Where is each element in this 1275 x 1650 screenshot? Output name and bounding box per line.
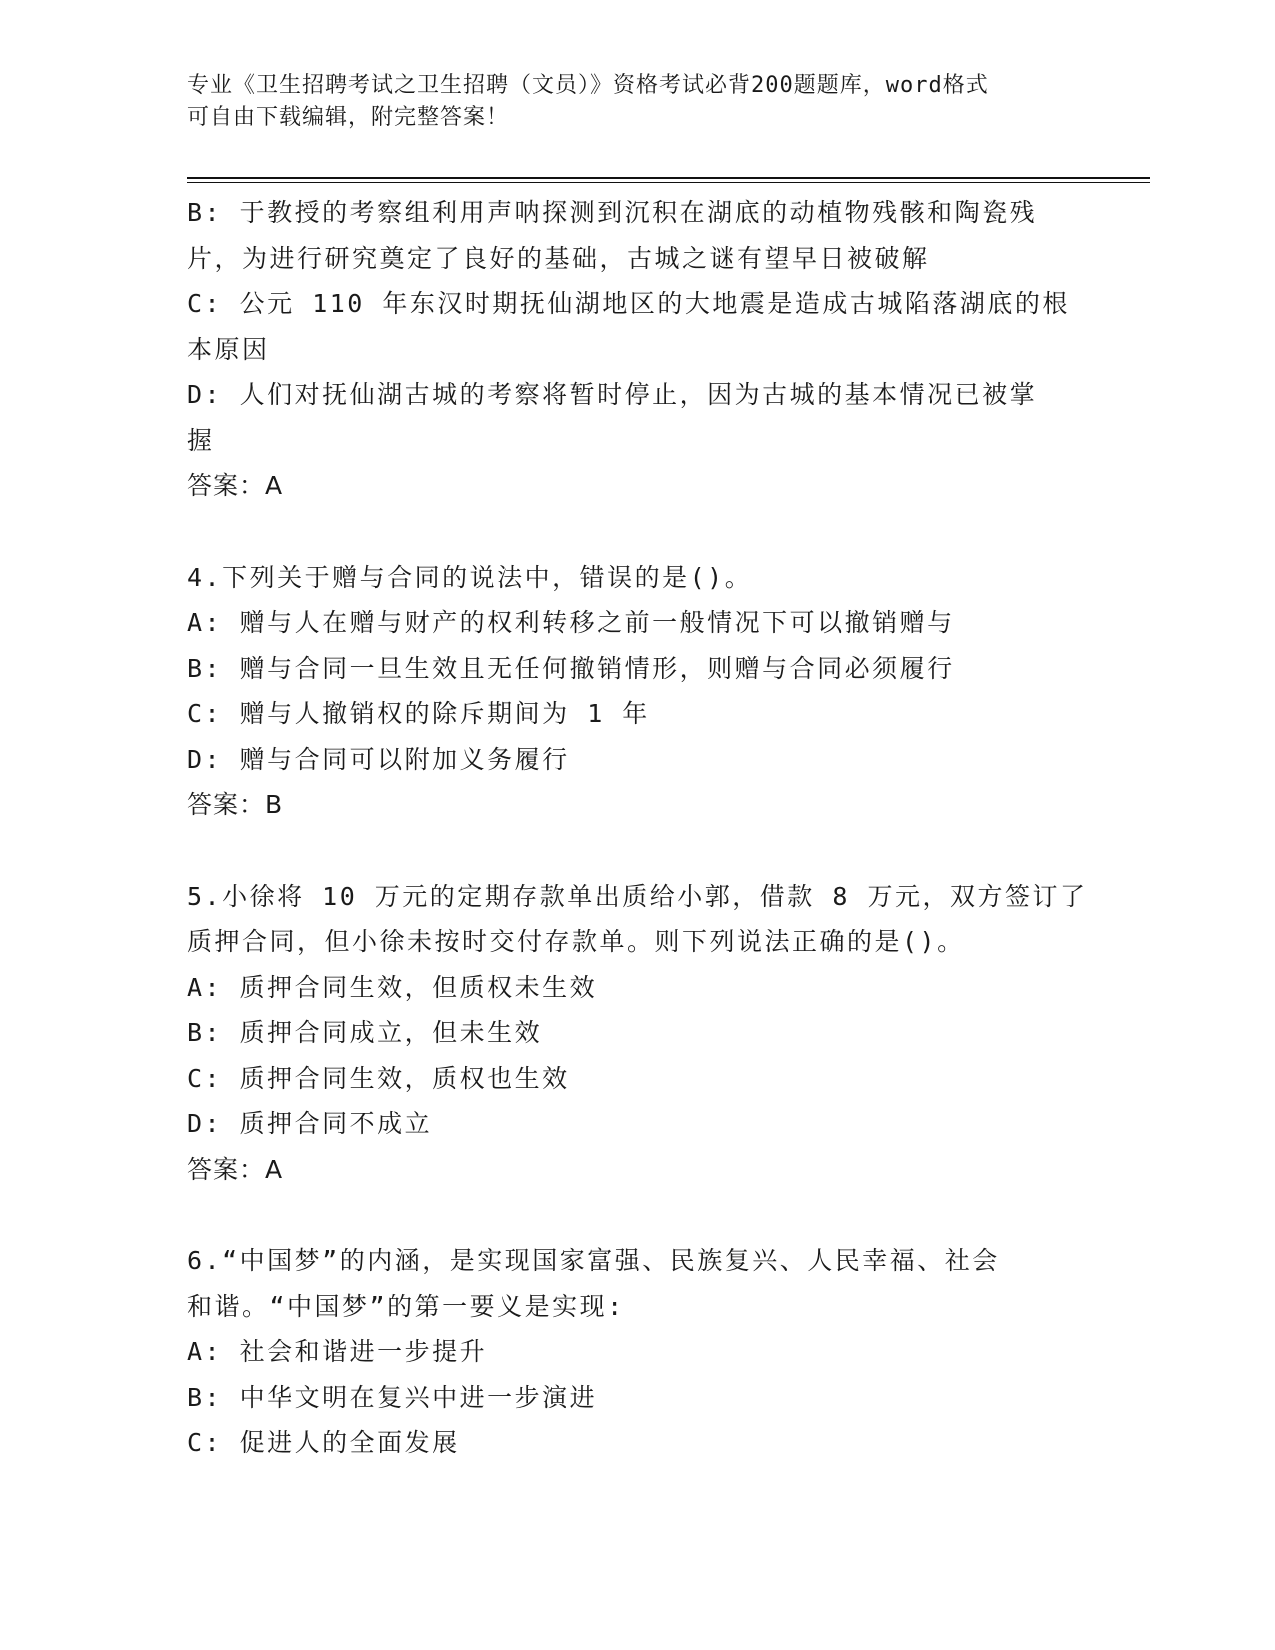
question-4-option-a: A: 赠与人在赠与财产的权利转移之前一般情况下可以撤销赠与 <box>187 608 955 637</box>
question-spacer <box>187 828 1087 874</box>
question-4-option-c: C: 赠与人撤销权的除斥期间为 1 年 <box>187 699 650 728</box>
question-4-option-b: B: 赠与合同一旦生效且无任何撤销情形，则赠与合同必须履行 <box>187 653 955 683</box>
question-6-stem-line-1: 6.“中国梦”的内涵，是实现国家富强、民族复兴、人民幸福、社会 <box>187 1246 1000 1275</box>
question-5 <box>187 874 1087 1193</box>
question-spacer <box>187 1192 1087 1238</box>
document-header <box>187 70 1067 134</box>
question-6-option-a: A: 社会和谐进一步提升 <box>187 1337 488 1366</box>
question-3-continued <box>187 190 1087 509</box>
question-3-option-c-line-1: C: 公元 110 年东汉时期抚仙湖地区的大地震是造成古城陷落湖底的根 <box>187 289 1070 318</box>
question-5-stem-line-2: 质押合同，但小徐未按时交付存款单。则下列说法正确的是()。 <box>187 927 965 956</box>
question-spacer <box>187 509 1087 555</box>
question-4-option-d: D: 赠与合同可以附加义务履行 <box>187 744 570 774</box>
question-4 <box>187 555 1087 828</box>
question-5-option-b: B: 质押合同成立，但未生效 <box>187 1018 543 1047</box>
question-3-option-b-line-2: 片，为进行研究奠定了良好的基础，古城之谜有望早日被破解 <box>187 243 930 273</box>
header-title-line-1: 专业《卫生招聘考试之卫生招聘（文员）》资格考试必背200题题库，word格式 <box>187 73 989 98</box>
document-body <box>187 190 1087 1466</box>
question-6-stem-line-2: 和谐。“中国梦”的第一要义是实现: <box>187 1291 625 1321</box>
question-5-stem-line-1: 5.小徐将 10 万元的定期存款单出质给小郭，借款 8 万元，双方签订了 <box>187 881 1088 911</box>
question-5-option-a: A: 质押合同生效，但质权未生效 <box>187 972 598 1002</box>
question-6-option-b: B: 中华文明在复兴中进一步演进 <box>187 1382 598 1412</box>
header-divider-thick <box>187 177 1150 179</box>
header-title-line-2: 可自由下载编辑，附完整答案！ <box>187 105 510 130</box>
question-6 <box>187 1238 1087 1466</box>
question-4-answer: 答案：B <box>187 790 284 819</box>
question-4-stem: 4.下列关于赠与合同的说法中，错误的是()。 <box>187 562 753 592</box>
question-5-answer: 答案：A <box>187 1154 284 1184</box>
question-6-option-c: C: 促进人的全面发展 <box>187 1428 460 1457</box>
header-divider-thin <box>187 182 1150 183</box>
question-5-option-d: D: 质押合同不成立 <box>187 1109 433 1138</box>
question-3-answer: 答案：A <box>187 471 284 500</box>
question-5-option-c: C: 质押合同生效，质权也生效 <box>187 1063 570 1093</box>
question-3-option-b-line-1: B: 于教授的考察组利用声呐探测到沉积在湖底的动植物残骸和陶瓷残 <box>187 198 1038 227</box>
question-3-option-c-line-2: 本原因 <box>187 334 270 364</box>
question-3-option-d-line-2: 握 <box>187 425 215 455</box>
question-3-option-d-line-1: D: 人们对抚仙湖古城的考察将暂时停止，因为古城的基本情况已被掌 <box>187 380 1038 409</box>
